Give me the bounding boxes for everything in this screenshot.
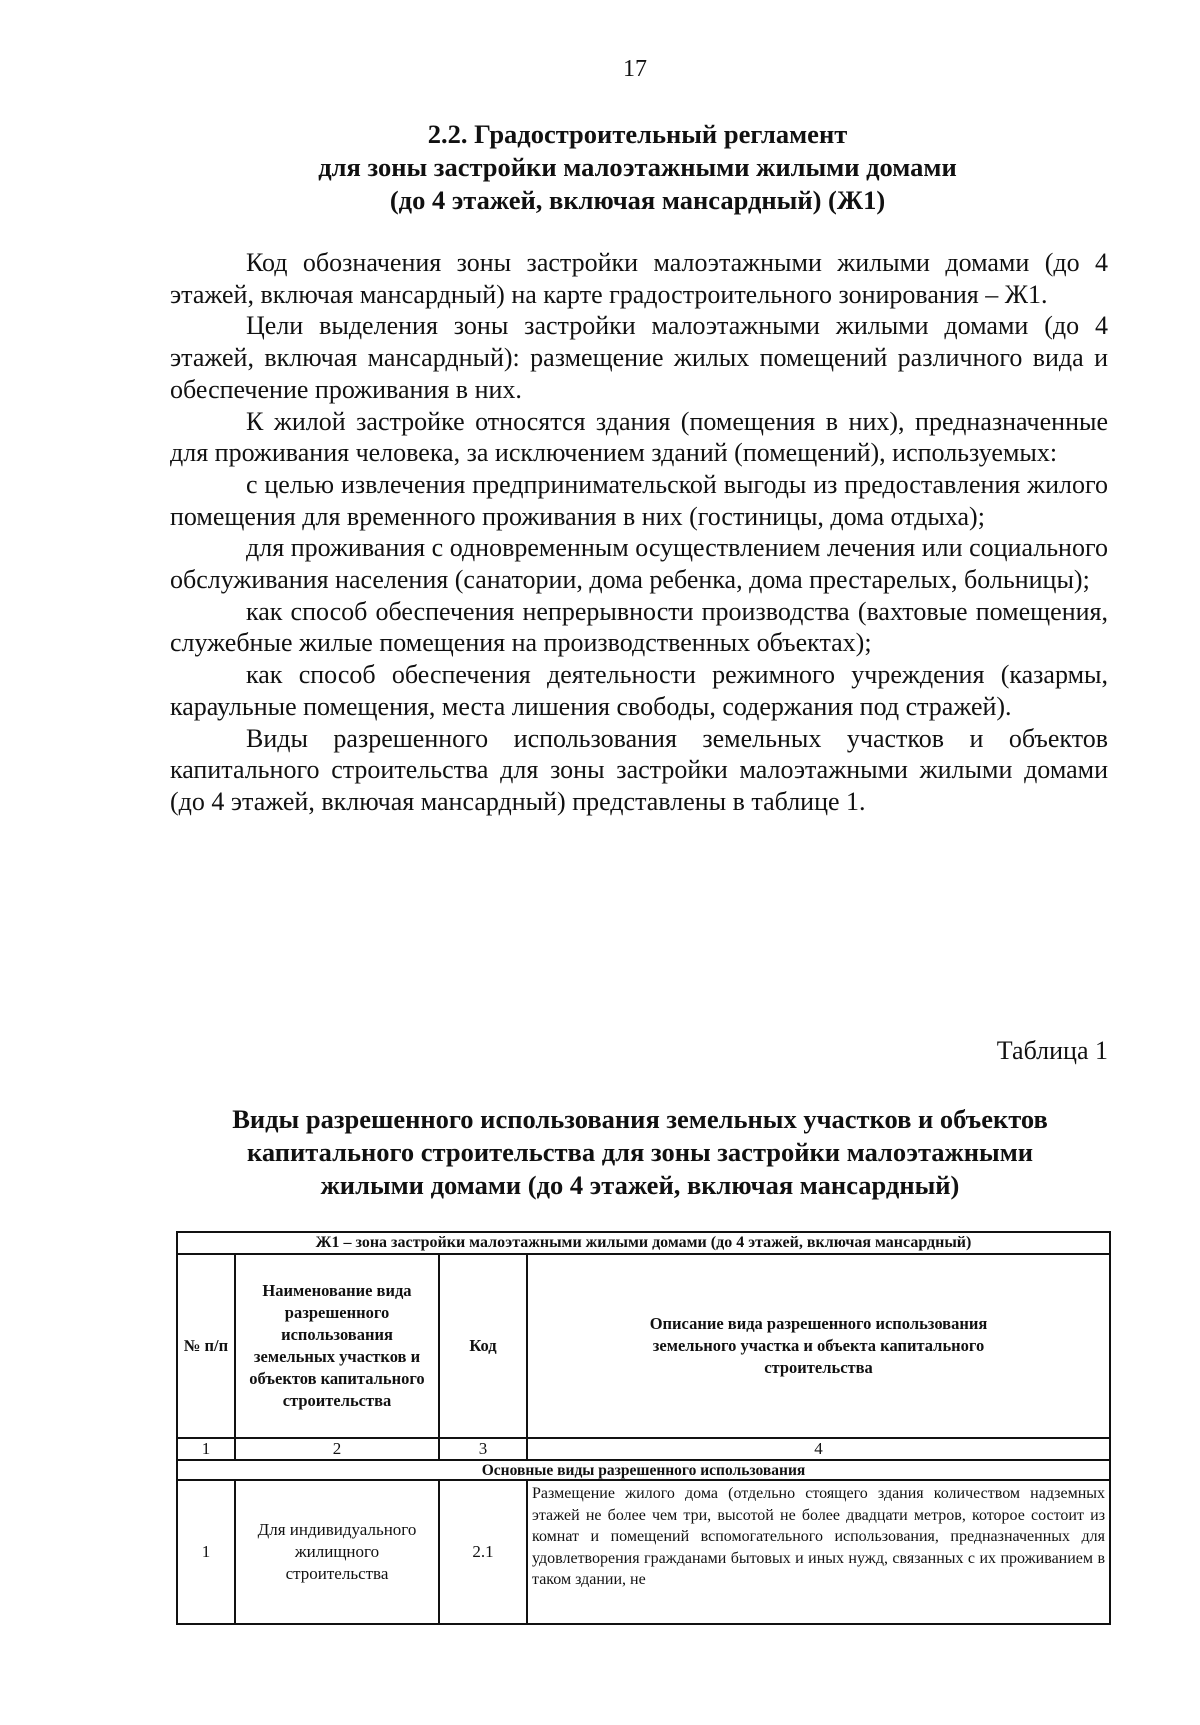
paragraph: с целью извлечения предпринимательской выгоды из предоставления жилого помещения для временного проживания в них (гостиницы, дома отдыха); xyxy=(170,469,1108,531)
paragraph: как способ обеспечения деятельности режимного учреждения (казармы, караульные помещения, места лишения свободы, содержания под стражей). xyxy=(170,660,1108,721)
zone-header-row xyxy=(177,1232,1110,1254)
table-title-line: капитального строительства для зоны застройки малоэтажными xyxy=(246,1137,1034,1167)
column-number-row xyxy=(177,1438,1110,1460)
paragraph: Виды разрешенного использования земельных участков и объектов капитального строительства для зоны застройки малоэтажными жилыми домами (до 4 этажей, включая мансардный) представлены в таблице 1. xyxy=(170,723,1108,816)
column-number: 1 xyxy=(177,1438,235,1460)
page-number: 17 xyxy=(623,56,647,82)
column-header-description: Описание вида разрешенного использования земельного участка и объекта капитального строительства xyxy=(527,1254,1110,1438)
section-title-line: для зоны застройки малоэтажными жилыми домами xyxy=(318,152,957,182)
table-title xyxy=(150,1103,1130,1202)
row-number: 1 xyxy=(177,1480,235,1624)
table-row xyxy=(177,1480,1110,1624)
section-title xyxy=(170,118,1105,217)
group-header: Основные виды разрешенного использования xyxy=(177,1460,1110,1480)
row-name: Для индивидуального жилищного строительства xyxy=(235,1480,439,1624)
column-number: 2 xyxy=(235,1438,439,1460)
row-code: 2.1 xyxy=(439,1480,527,1624)
section-title-line: (до 4 этажей, включая мансардный) (Ж1) xyxy=(389,185,886,215)
body-text xyxy=(170,247,1108,818)
section-title-line: 2.2. Градостроительный регламент xyxy=(427,119,848,149)
column-header-name: Наименование вида разрешенного использования земельных участков и объектов капитального строительства xyxy=(235,1254,439,1438)
paragraph: как способ обеспечения непрерывности производства (вахтовые помещения, служебные жилые помещения на производственных объектах); xyxy=(170,596,1108,658)
column-header-number: № п/п xyxy=(177,1254,235,1438)
zone-header: Ж1 – зона застройки малоэтажными жилыми домами (до 4 этажей, включая мансардный) xyxy=(177,1232,1110,1254)
paragraph: для проживания с одновременным осуществлением лечения или социального обслуживания населения (санатории, дома ребенка, дома престарелых, больницы); xyxy=(170,533,1108,595)
regulation-table xyxy=(176,1231,1111,1625)
table-title-line: жилыми домами (до 4 этажей, включая мансардный) xyxy=(320,1170,960,1200)
paragraph: Код обозначения зоны застройки малоэтажными жилыми домами (до 4 этажей, включая мансардный) на карте градостроительного зонирования – Ж1. xyxy=(170,248,1108,309)
column-number: 4 xyxy=(527,1438,1110,1460)
table-label: Таблица 1 xyxy=(996,1036,1108,1065)
table-title-line: Виды разрешенного использования земельных участков и объектов xyxy=(232,1104,1048,1134)
column-number: 3 xyxy=(439,1438,527,1460)
column-header-row xyxy=(177,1254,1110,1438)
row-description: Размещение жилого дома (отдельно стоящего здания количеством надземных этажей не более чем три, высотой не более двадцати метров, которое состоит из комнат и помещений вспомогательного использования, предназначенных для удовлетворения гражданами бытовых и иных нужд, связанных с их проживанием в таком здании, не xyxy=(527,1480,1110,1624)
column-header-code: Код xyxy=(439,1254,527,1438)
group-header-row xyxy=(177,1460,1110,1480)
paragraph: Цели выделения зоны застройки малоэтажными жилыми домами (до 4 этажей, включая мансардный): размещение жилых помещений различного вида и обеспечение проживания в них. xyxy=(170,311,1108,404)
paragraph: К жилой застройке относятся здания (помещения в них), предназначенные для проживания человека, за исключением зданий (помещений), используемых: xyxy=(170,406,1108,468)
